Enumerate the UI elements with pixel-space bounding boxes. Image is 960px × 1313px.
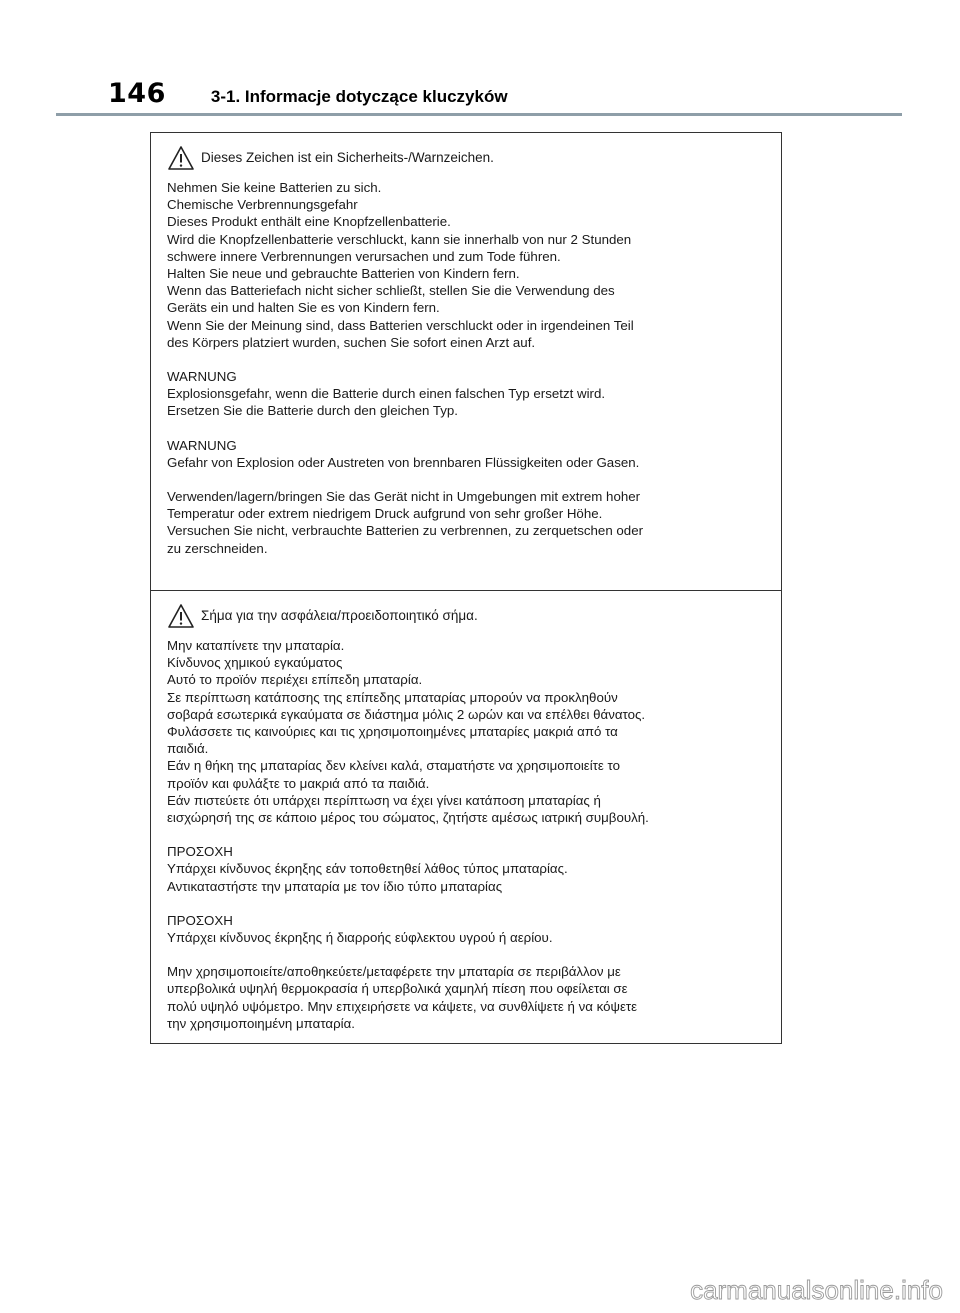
german-paragraph-4 bbox=[167, 488, 767, 557]
text-line: Φυλάσσετε τις καινούριες και τις χρησιμοποιημένες μπαταρίες μακριά από τα bbox=[167, 724, 618, 740]
header-divider bbox=[56, 113, 902, 116]
text-line: Εάν πιστεύετε ότι υπάρχει περίπτωση να έχει γίνει κατάποση μπαταρίας ή bbox=[167, 792, 601, 808]
text-line: υπερβολικά υψηλή θερμοκρασία ή υπερβολικά χαμηλή πίεση που οφείλεται σε bbox=[167, 981, 628, 997]
greek-paragraph-2 bbox=[167, 843, 767, 895]
text-line: Υπάρχει κίνδυνος έκρηξης εάν τοποθετηθεί λάθος τύπος μπαταρίας. bbox=[167, 861, 568, 877]
text-line: Μην καταπίνετε την μπαταρία. bbox=[167, 638, 345, 653]
german-heading-row bbox=[167, 143, 767, 173]
text-line: des Körpers platziert wurden, suchen Sie sofort einen Arzt auf. bbox=[167, 334, 536, 350]
text-line: προϊόν και φυλάξτε το μακριά από τα παιδιά. bbox=[167, 775, 430, 791]
text-line: Nehmen Sie keine Batterien zu sich. bbox=[167, 180, 382, 195]
german-paragraph-1 bbox=[167, 179, 767, 351]
text-line: Gefahr von Explosion oder Austreten von brennbaren Flüssigkeiten oder Gasen. bbox=[167, 454, 640, 470]
watermark bbox=[658, 1269, 948, 1309]
greek-heading: Σήμα για την ασφάλεια/προειδοποιητικό σήμα. bbox=[201, 608, 478, 624]
section-title: 3-1. Informacje dotyczące kluczyków bbox=[210, 87, 508, 106]
text-line: πολύ υψηλό υψόμετρο. Μην επιχειρήσετε να κάψετε, να συνθλίψετε ή να κόψετε bbox=[167, 998, 638, 1014]
greek-paragraph-1 bbox=[167, 637, 767, 826]
text-line: την χρησιμοποιημένη μπαταρία. bbox=[167, 1015, 356, 1031]
text-line: Ersetzen Sie die Batterie durch den gleichen Typ. bbox=[167, 403, 458, 419]
greek-heading-row bbox=[167, 601, 767, 631]
text-line: Υπάρχει κίνδυνος έκρηξης ή διαρροής εύφλεκτου υγρού ή αερίου. bbox=[167, 930, 553, 946]
text-line: Μην χρησιμοποιείτε/αποθηκεύετε/μεταφέρετε την μπαταρία σε περιβάλλον με bbox=[167, 964, 621, 980]
german-warning-panel bbox=[151, 133, 781, 590]
text-line: Chemische Verbrennungsgefahr bbox=[167, 197, 358, 213]
greek-paragraph-4 bbox=[167, 963, 767, 1032]
text-line: Wenn Sie der Meinung sind, dass Batterien verschluckt oder in irgendeinen Teil bbox=[167, 317, 634, 333]
text-line: Geräts ein und halten Sie es von Kindern fern. bbox=[167, 300, 440, 316]
german-heading: Dieses Zeichen ist ein Sicherheits-/Warnzeichen. bbox=[201, 150, 494, 166]
greek-paragraph-3 bbox=[167, 912, 767, 946]
warning-label: WARNUNG bbox=[167, 437, 237, 453]
page-header bbox=[108, 78, 508, 112]
text-line: σοβαρά εσωτερικά εγκαύματα σε διάστημα μόλις 2 ωρών και να επέλθει θάνατος. bbox=[167, 706, 646, 722]
text-line: schwere innere Verbrennungen verursachen und zum Tode führen. bbox=[167, 248, 561, 264]
page-number: 146 bbox=[108, 78, 166, 109]
text-line: Halten Sie neue und gebrauchte Batterien von Kindern fern. bbox=[167, 266, 520, 282]
warning-label: WARNUNG bbox=[167, 369, 237, 385]
warning-triangle-icon bbox=[167, 603, 195, 629]
text-line: Versuchen Sie nicht, verbrauchte Batterien zu verbrennen, zu zerquetschen oder bbox=[167, 523, 644, 539]
warning-label: ΠΡΟΣΟΧΗ bbox=[167, 844, 233, 860]
text-line: εισχώρησή της σε κάποιο μέρος του σώματος, ζητήστε αμέσως ιατρική συμβουλή. bbox=[167, 810, 649, 826]
greek-warning-panel bbox=[151, 590, 781, 1043]
text-line: Σε περίπτωση κατάποσης της επίπεδης μπαταρίας μπορούν να προκληθούν bbox=[167, 689, 618, 705]
text-line: Αυτό το προϊόν περιέχει επίπεδη μπαταρία. bbox=[167, 672, 423, 688]
watermark-text: carmanualsonline.info bbox=[690, 1275, 943, 1305]
german-paragraph-3 bbox=[167, 437, 767, 471]
text-line: Κίνδυνος χημικού εγκαύματος bbox=[167, 655, 343, 671]
german-paragraph-2 bbox=[167, 368, 767, 420]
text-line: Wird die Knopfzellenbatterie verschluckt, kann sie innerhalb von nur 2 Stunden bbox=[167, 231, 632, 247]
text-line: Dieses Produkt enthält eine Knopfzellenbatterie. bbox=[167, 214, 451, 230]
text-line: zu zerschneiden. bbox=[167, 540, 268, 556]
battery-warning-notice bbox=[150, 132, 782, 1044]
text-line: Εάν η θήκη της μπαταρίας δεν κλείνει καλά, σταματήστε να χρησιμοποιείτε το bbox=[167, 758, 621, 774]
text-line: Explosionsgefahr, wenn die Batterie durch einen falschen Typ ersetzt wird. bbox=[167, 386, 606, 402]
text-line: Verwenden/lagern/bringen Sie das Gerät nicht in Umgebungen mit extrem hoher bbox=[167, 489, 641, 505]
text-line: Temperatur oder extrem niedrigem Druck aufgrund von sehr großer Höhe. bbox=[167, 506, 603, 522]
warning-label: ΠΡΟΣΟΧΗ bbox=[167, 912, 233, 928]
warning-triangle-icon bbox=[167, 145, 195, 171]
text-line: Wenn das Batteriefach nicht sicher schließt, stellen Sie die Verwendung des bbox=[167, 283, 615, 299]
text-line: παιδιά. bbox=[167, 741, 209, 757]
text-line: Αντικαταστήστε την μπαταρία με τον ίδιο τύπο μπαταρίας bbox=[167, 878, 503, 894]
